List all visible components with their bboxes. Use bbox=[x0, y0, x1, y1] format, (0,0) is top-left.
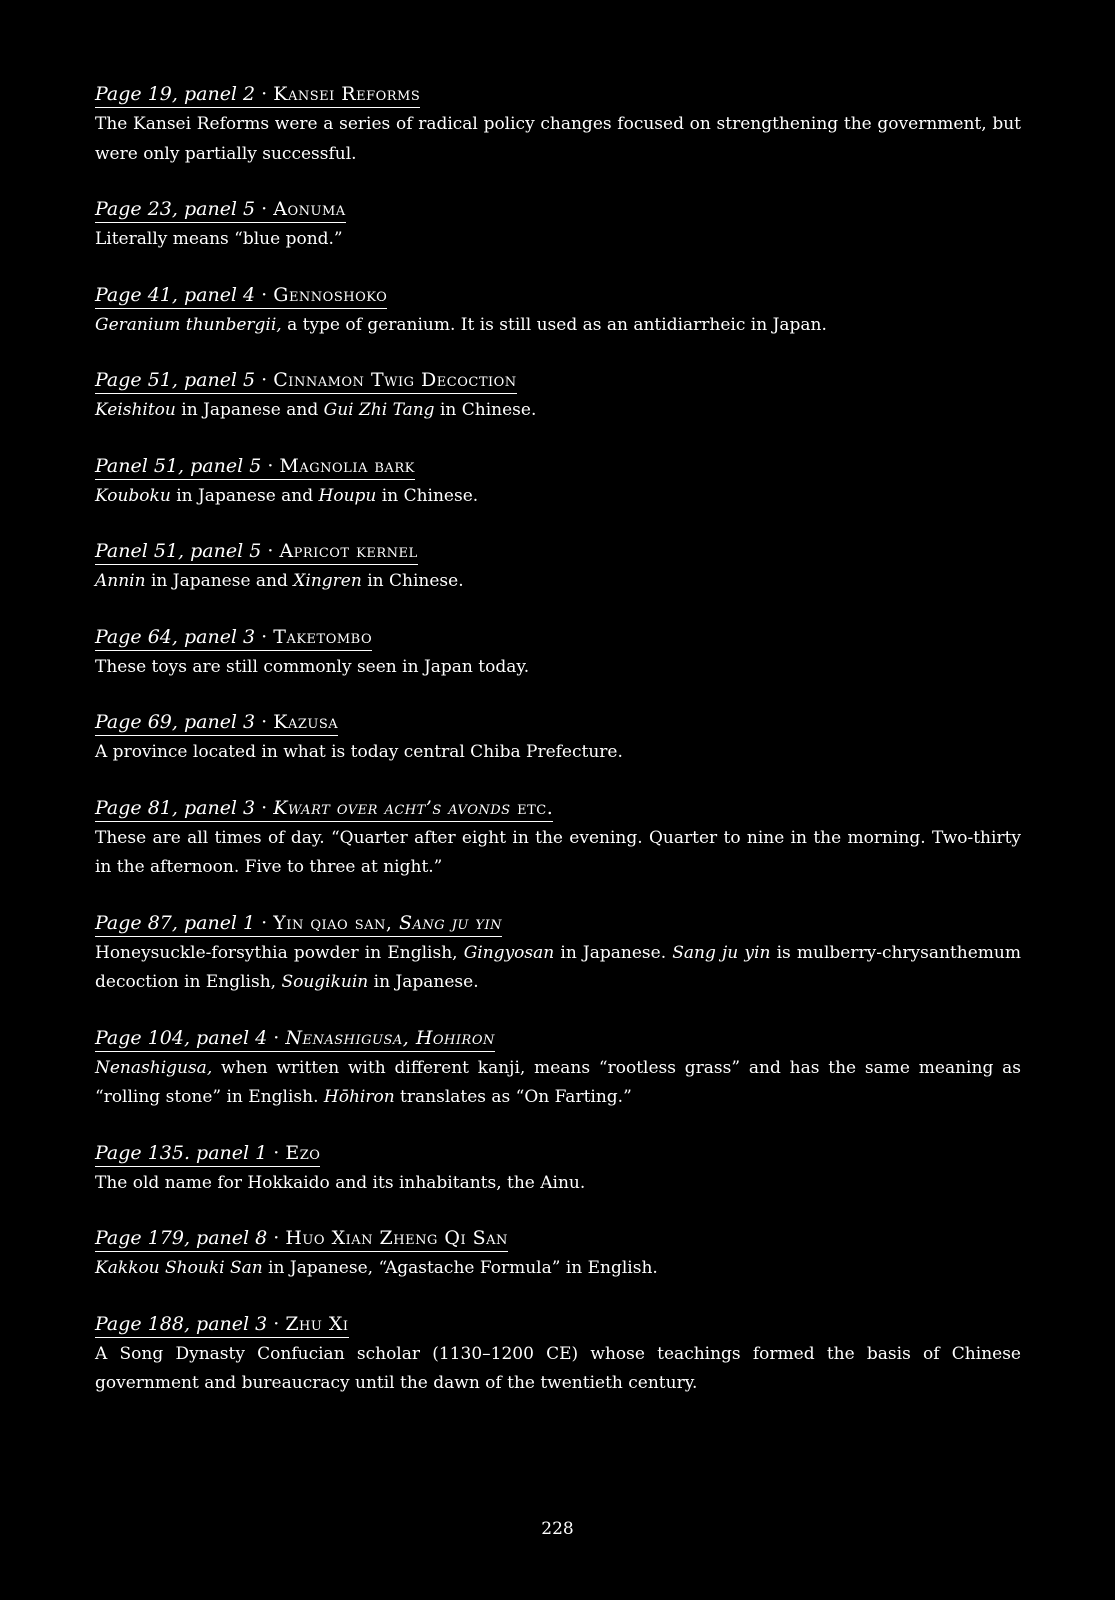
note-reference: Page 81, panel 3 bbox=[95, 796, 256, 819]
note-heading bbox=[95, 1312, 349, 1338]
note-description-segment: in Japanese. bbox=[554, 942, 673, 963]
note-entry bbox=[95, 1226, 1021, 1284]
note-description-segment: Honeysuckle-forsythia powder in English, bbox=[95, 942, 464, 963]
note-description-segment: Keishitou bbox=[95, 400, 176, 420]
note-term bbox=[273, 797, 553, 819]
note-description-segment: in Japanese, “Agastache Formula” in English. bbox=[262, 1258, 658, 1278]
note-term bbox=[273, 626, 372, 648]
note-entry bbox=[95, 1026, 1021, 1113]
note-reference: Page 188, panel 3 bbox=[95, 1312, 268, 1335]
note-heading bbox=[95, 710, 338, 736]
note-description bbox=[95, 1054, 1021, 1113]
note-separator: · bbox=[255, 83, 274, 105]
note-description-segment: Gingyosan bbox=[463, 942, 555, 963]
note-heading bbox=[95, 197, 346, 223]
note-term-segment: Nenashigusa, Hohiron bbox=[285, 1026, 495, 1049]
note-term bbox=[285, 1313, 348, 1335]
note-term bbox=[273, 912, 502, 934]
note-separator: · bbox=[255, 283, 274, 306]
note-description bbox=[95, 653, 1021, 683]
note-heading bbox=[95, 539, 418, 565]
note-entry bbox=[95, 710, 1021, 768]
note-separator: · bbox=[255, 796, 274, 819]
note-separator: · bbox=[261, 454, 280, 477]
note-separator: · bbox=[267, 1312, 286, 1335]
note-description-segment: The Kansei Reforms were a series of radical policy changes focused on strengthening the government, but were only partially successful. bbox=[95, 114, 1021, 164]
note-term bbox=[279, 540, 417, 562]
note-term bbox=[279, 455, 414, 477]
note-heading bbox=[95, 368, 517, 394]
note-term-segment: Cinnamon Twig Decoction bbox=[273, 369, 517, 391]
note-term-segment: Yin qiao san, bbox=[273, 911, 399, 934]
note-entry bbox=[95, 283, 1021, 341]
note-heading bbox=[95, 283, 387, 309]
note-description bbox=[95, 824, 1021, 883]
note-description-segment: a type of geranium. It is still used as an antidiarrheic in Japan. bbox=[281, 314, 827, 335]
note-term-segment: Kazusa bbox=[273, 711, 339, 733]
note-reference: Page 64, panel 3 bbox=[95, 625, 256, 648]
note-term bbox=[285, 1227, 508, 1249]
note-separator: · bbox=[255, 198, 274, 220]
note-separator: · bbox=[255, 711, 274, 733]
note-description-segment: Annin bbox=[95, 571, 146, 591]
note-term-segment: Huo Xian Zheng Qi San bbox=[285, 1227, 508, 1249]
note-description-segment: when written with different kanji, means “rootless grass” and has the same meaning as “rolling stone” in English. bbox=[95, 1057, 1021, 1107]
note-term-segment: Sang ju yin bbox=[399, 911, 503, 934]
note-description bbox=[95, 482, 1021, 512]
note-term-segment: Taketombo bbox=[273, 625, 373, 648]
note-heading bbox=[95, 1026, 495, 1052]
note-description-segment: Hōhiron bbox=[323, 1087, 395, 1107]
note-term bbox=[273, 284, 387, 306]
note-heading bbox=[95, 1141, 320, 1167]
note-separator: · bbox=[267, 1026, 286, 1049]
note-term-segment: Kansei Reforms bbox=[273, 83, 421, 105]
note-description-segment: Sang ju yin bbox=[672, 942, 771, 963]
note-entry bbox=[95, 1141, 1021, 1199]
note-reference: Page 87, panel 1 bbox=[95, 911, 256, 934]
note-description-segment: in Japanese and bbox=[175, 400, 324, 420]
note-description-segment: These are all times of day. “Quarter after eight in the evening. Quarter to nine in the morning. Two-thirty in the afternoon. Five to three at night.” bbox=[95, 827, 1021, 877]
note-description-segment: in Japanese and bbox=[170, 485, 319, 506]
note-description-segment: Kouboku bbox=[95, 485, 171, 506]
note-separator: · bbox=[255, 369, 274, 391]
note-term-segment: Aonuma bbox=[273, 198, 346, 220]
note-description-segment: These toys are still commonly seen in Japan today. bbox=[95, 656, 530, 677]
note-separator: · bbox=[261, 540, 280, 562]
note-description bbox=[95, 396, 1021, 426]
note-description bbox=[95, 1340, 1021, 1399]
note-entry bbox=[95, 539, 1021, 597]
note-description-segment: translates as “On Farting.” bbox=[394, 1087, 632, 1107]
note-reference: Panel 51, panel 5 bbox=[95, 540, 262, 562]
note-reference: Page 23, panel 5 bbox=[95, 198, 256, 220]
note-description-segment: Geranium thunbergii, bbox=[95, 314, 282, 335]
note-reference: Page 41, panel 4 bbox=[95, 283, 256, 306]
note-entry bbox=[95, 454, 1021, 512]
note-entry bbox=[95, 911, 1021, 998]
note-description bbox=[95, 311, 1021, 341]
note-reference: Panel 51, panel 5 bbox=[95, 454, 262, 477]
note-term-segment: Apricot kernel bbox=[279, 540, 418, 562]
note-reference: Page 69, panel 3 bbox=[95, 711, 256, 733]
note-description bbox=[95, 738, 1021, 768]
note-description-segment: A Song Dynasty Confucian scholar (1130–1200 CE) whose teachings formed the basis of Chinese government and bureaucracy until the dawn of the twentieth century. bbox=[95, 1343, 1021, 1393]
note-term-segment: Gennoshoko bbox=[273, 283, 388, 306]
note-entry bbox=[95, 1312, 1021, 1399]
note-description bbox=[95, 110, 1021, 169]
note-term-segment: Ezo bbox=[285, 1141, 321, 1164]
note-description-segment: in Chinese. bbox=[376, 485, 479, 506]
note-description-segment: in Japanese. bbox=[368, 972, 479, 992]
note-reference: Page 179, panel 8 bbox=[95, 1227, 268, 1249]
note-heading bbox=[95, 82, 420, 108]
note-description-segment: Houpu bbox=[318, 485, 377, 506]
note-heading bbox=[95, 1226, 508, 1252]
page-number: 228 bbox=[541, 1519, 574, 1539]
note-description-segment: Literally means “blue pond.” bbox=[95, 229, 343, 249]
note-separator: · bbox=[267, 1227, 286, 1249]
note-entry bbox=[95, 82, 1021, 169]
note-separator: · bbox=[255, 911, 274, 934]
note-heading bbox=[95, 796, 553, 822]
note-term-segment: Zhu Xi bbox=[285, 1312, 349, 1335]
note-description-segment: Sougikuin bbox=[281, 972, 369, 992]
note-description-segment: Kakkou Shouki San bbox=[95, 1258, 263, 1278]
note-term bbox=[285, 1027, 495, 1049]
note-description bbox=[95, 939, 1021, 998]
note-description-segment: The old name for Hokkaido and its inhabitants, the Ainu. bbox=[95, 1172, 586, 1193]
note-description bbox=[95, 1254, 1021, 1284]
note-separator: · bbox=[255, 625, 274, 648]
note-term bbox=[273, 711, 338, 733]
note-description-segment: in Japanese and bbox=[145, 571, 294, 591]
note-term-segment: Kwart over acht’s avonds bbox=[273, 796, 511, 819]
note-description-segment: Nenashigusa, bbox=[95, 1057, 213, 1078]
note-description bbox=[95, 225, 1021, 255]
note-reference: Page 135. panel 1 bbox=[95, 1141, 268, 1164]
note-reference: Page 51, panel 5 bbox=[95, 369, 256, 391]
note-entry bbox=[95, 368, 1021, 426]
note-reference: Page 104, panel 4 bbox=[95, 1026, 268, 1049]
note-term-segment: Magnolia bark bbox=[279, 454, 415, 477]
note-description-segment: Gui Zhi Tang bbox=[323, 400, 435, 420]
note-term-segment: etc. bbox=[510, 796, 554, 819]
note-heading bbox=[95, 454, 415, 480]
note-heading bbox=[95, 625, 372, 651]
note-entry bbox=[95, 796, 1021, 883]
note-description-segment: A province located in what is today central Chiba Prefecture. bbox=[95, 742, 623, 762]
note-reference: Page 19, panel 2 bbox=[95, 83, 256, 105]
note-term bbox=[285, 1142, 320, 1164]
translation-notes-list bbox=[95, 82, 1021, 1399]
note-description-segment: is mulberry-chrysanthemum decoction in English, bbox=[95, 942, 1021, 992]
note-separator: · bbox=[267, 1141, 286, 1164]
note-description bbox=[95, 567, 1021, 597]
note-term bbox=[273, 198, 345, 220]
note-entry bbox=[95, 197, 1021, 255]
note-term bbox=[273, 83, 420, 105]
note-description bbox=[95, 1169, 1021, 1199]
note-term bbox=[273, 369, 516, 391]
note-heading bbox=[95, 911, 502, 937]
note-entry bbox=[95, 625, 1021, 683]
note-description-segment: in Chinese. bbox=[434, 400, 537, 420]
note-description-segment: in Chinese. bbox=[361, 571, 464, 591]
note-description-segment: Xingren bbox=[293, 571, 362, 591]
